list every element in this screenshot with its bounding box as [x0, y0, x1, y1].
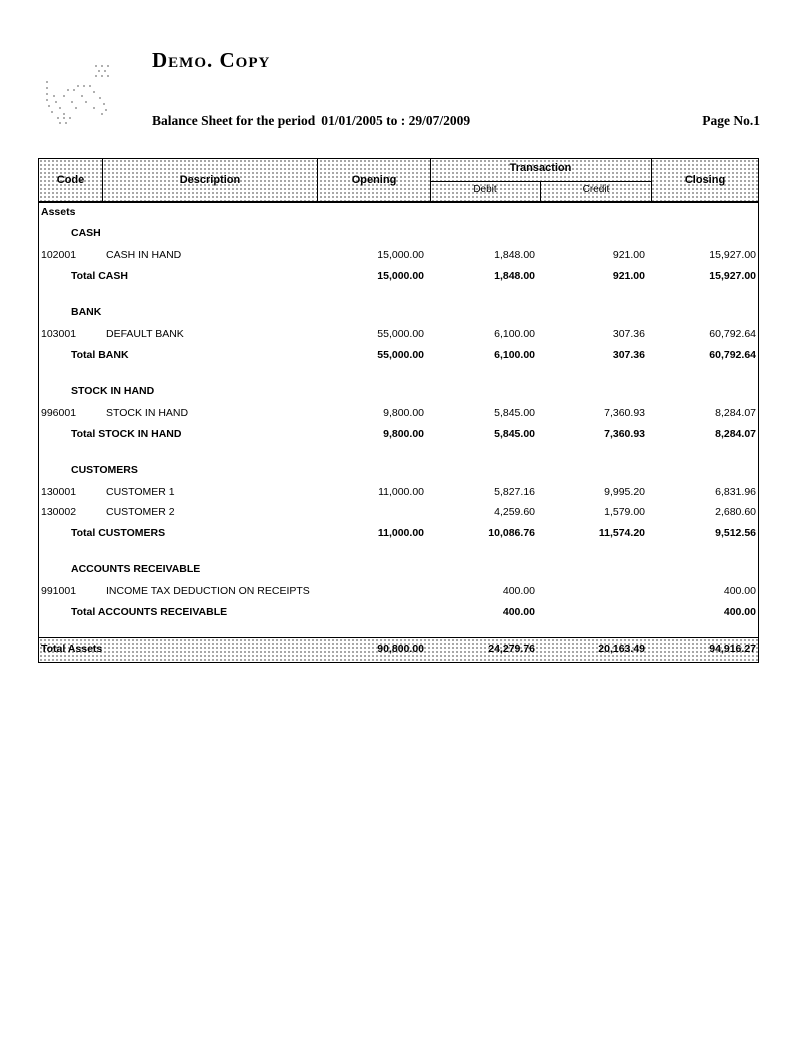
total-debit: 10,086.76 — [488, 527, 535, 539]
group-heading — [39, 383, 758, 399]
group-heading — [39, 225, 758, 241]
grand-total-closing: 94,916.27 — [709, 643, 756, 655]
opening-value: 11,000.00 — [378, 486, 424, 498]
closing-value: 15,927.00 — [709, 249, 756, 261]
total-credit: 921.00 — [612, 270, 645, 282]
opening-value: 55,000.00 — [377, 328, 424, 340]
account-description: INCOME TAX DEDUCTION ON RECEIPTS — [106, 585, 310, 597]
debit-value: 400.00 — [502, 585, 535, 597]
group-name: STOCK IN HAND — [71, 385, 155, 397]
group-total-label: Total STOCK IN HAND — [71, 428, 182, 440]
total-debit: 1,848.00 — [494, 270, 535, 282]
total-debit: 6,100.00 — [494, 349, 535, 361]
debit-value: 5,845.00 — [494, 407, 535, 419]
group-total-row — [39, 268, 758, 284]
group-total-row — [39, 347, 758, 363]
header-transaction: Transaction — [509, 162, 572, 174]
total-opening: 9,800.00 — [383, 428, 424, 440]
group-name: ACCOUNTS RECEIVABLE — [71, 563, 201, 575]
group-total-row — [39, 604, 758, 620]
debit-value: 5,827.16 — [494, 486, 535, 498]
total-debit: 5,845.00 — [494, 428, 535, 440]
total-closing: 15,927.00 — [709, 270, 756, 282]
group-heading — [39, 304, 758, 320]
table-header — [39, 159, 758, 203]
report-title — [152, 113, 470, 129]
total-closing: 400.00 — [723, 606, 756, 618]
header-closing: Closing — [684, 174, 726, 186]
credit-value: 1,579.00 — [604, 506, 645, 518]
grand-total-label: Total Assets — [41, 643, 103, 655]
header-description: Description — [179, 174, 241, 186]
section-heading — [39, 204, 758, 220]
account-description: DEFAULT BANK — [106, 328, 184, 340]
account-description: CUSTOMER 1 — [106, 486, 175, 498]
account-description: CUSTOMER 2 — [106, 506, 175, 518]
total-debit: 400.00 — [502, 606, 535, 618]
account-code: 103001 — [41, 328, 77, 340]
account-code: 996001 — [41, 407, 77, 419]
company-logo — [42, 60, 118, 126]
report-period: 01/01/2005 to : 29/07/2009 — [321, 113, 471, 128]
account-row — [39, 583, 758, 599]
group-name: BANK — [71, 306, 102, 318]
header-code: Code — [56, 174, 85, 186]
demo-copy-title: Demo. Copy — [152, 48, 271, 72]
group-heading — [39, 561, 758, 577]
report-title-text: Balance Sheet for the period — [152, 113, 316, 128]
account-description: STOCK IN HAND — [106, 407, 189, 419]
account-row — [39, 504, 758, 520]
header-debit: Debit — [473, 184, 497, 195]
account-code: 130002 — [41, 506, 77, 518]
opening-value: 15,000.00 — [377, 249, 424, 261]
debit-value: 1,848.00 — [494, 249, 535, 261]
header-opening: Opening — [351, 174, 397, 186]
credit-value: 921.00 — [612, 249, 645, 261]
group-total-label: Total CUSTOMERS — [71, 527, 166, 539]
credit-value: 7,360.93 — [604, 407, 645, 419]
account-row — [39, 247, 758, 263]
account-code: 130001 — [41, 486, 77, 498]
total-closing: 60,792.64 — [709, 349, 756, 361]
account-code: 991001 — [41, 585, 77, 597]
group-name: CASH — [71, 227, 101, 239]
header-credit: Credit — [582, 184, 610, 195]
closing-value: 400.00 — [723, 585, 756, 597]
debit-value: 4,259.60 — [494, 506, 535, 518]
closing-value: 6,831.96 — [715, 486, 756, 498]
grand-total-row — [39, 637, 758, 663]
balance-sheet-table — [38, 158, 759, 663]
account-row — [39, 326, 758, 342]
group-heading — [39, 462, 758, 478]
grand-total-credit: 20,163.49 — [598, 643, 645, 655]
group-total-label: Total BANK — [71, 349, 129, 361]
group-name: CUSTOMERS — [71, 464, 138, 476]
closing-value: 8,284.07 — [715, 407, 756, 419]
section-label: Assets — [41, 206, 76, 218]
account-description: CASH IN HAND — [106, 249, 182, 261]
credit-value: 307.36 — [612, 328, 645, 340]
credit-value: 9,995.20 — [604, 486, 645, 498]
grand-total-debit: 24,279.76 — [488, 643, 535, 655]
page-number: Page No.1 — [702, 113, 760, 128]
total-credit: 11,574.20 — [598, 527, 645, 539]
total-opening: 11,000.00 — [377, 527, 424, 539]
group-total-row — [39, 426, 758, 442]
account-row — [39, 405, 758, 421]
group-total-row — [39, 525, 758, 541]
total-opening: 15,000.00 — [377, 270, 424, 282]
total-credit: 307.36 — [612, 349, 645, 361]
group-total-label: Total CASH — [71, 270, 128, 282]
total-closing: 8,284.07 — [715, 428, 756, 440]
account-row — [39, 484, 758, 500]
account-code: 102001 — [41, 249, 77, 261]
total-opening: 55,000.00 — [377, 349, 424, 361]
grand-total-opening: 90,800.00 — [377, 643, 424, 655]
debit-value: 6,100.00 — [494, 328, 535, 340]
total-credit: 7,360.93 — [604, 428, 645, 440]
closing-value: 60,792.64 — [709, 328, 756, 340]
closing-value: 2,680.60 — [715, 506, 756, 518]
opening-value: 9,800.00 — [383, 407, 424, 419]
group-total-label: Total ACCOUNTS RECEIVABLE — [71, 606, 228, 618]
total-closing: 9,512.56 — [715, 527, 756, 539]
